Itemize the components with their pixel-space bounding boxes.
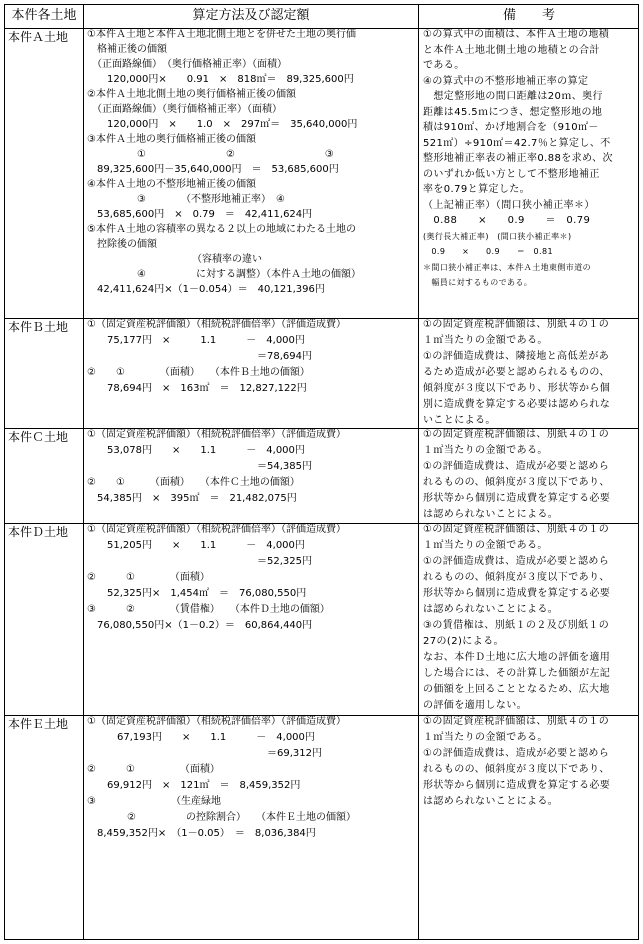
remark-line: 積は910㎡、かげ地割合を（910㎡－ xyxy=(423,122,599,133)
method-line: （容積率の違い xyxy=(87,254,262,265)
method-line: 120,000円× 0.91 × 818㎡＝ 89,325,600円 xyxy=(87,74,354,85)
remark-line: した場合には、その計算した価額が左記 xyxy=(423,668,611,679)
land-label: 本件Ｃ土地 xyxy=(8,430,69,444)
column-divider xyxy=(418,5,419,939)
remark-line: １㎡当たりの金額である。 xyxy=(423,445,548,456)
remark-line: 形状等から個別に造成費を算定する必要 xyxy=(423,493,611,504)
method-line: ④本件Ａ土地の不整形地補正後の価額 xyxy=(87,179,256,190)
land-label: 本件Ｂ土地 xyxy=(8,320,69,334)
remark-line: いことによる。 xyxy=(423,415,496,426)
remark-line: は認められないことによる。 xyxy=(423,509,559,520)
remark-line: ①の評価造成費は、隣接地と高低差があ xyxy=(423,351,610,362)
remark-line: のいずれか低い方として不整形地補正 xyxy=(423,168,600,180)
method-line: ① ② ③ xyxy=(87,149,334,160)
remark-line: １㎡当たりの金額である。 xyxy=(423,732,548,743)
remark-line: １㎡当たりの金額である。 xyxy=(423,335,548,346)
method-line: 51,205円 × 1.1 － 4,000円 xyxy=(87,540,305,551)
land-label: 本件Ｄ土地 xyxy=(8,525,69,539)
remark-line: 521㎡）÷910㎡＝42.7％と算定し、不 xyxy=(423,137,611,149)
remark-line: ①の固定資産税評価額は、別紙４の１の xyxy=(423,524,610,535)
land-label: 本件Ｅ土地 xyxy=(8,717,69,731)
remark-line: ＊間口狭小補正率は、本件Ａ土地東側市道の xyxy=(423,262,591,272)
method-line: 格補正後の価額 xyxy=(87,44,167,55)
method-line: ② ① （面積） （本件Ｂ土地の価額） xyxy=(87,367,310,378)
remark-line: は認められないことによる。 xyxy=(423,796,559,807)
remark-line: 距離は45.5ｍにつき、想定整形地の地 xyxy=(423,106,603,118)
method-line: 控除後の価額 xyxy=(87,239,157,250)
remark-line: ①の固定資産税評価額は、別紙４の１の xyxy=(423,319,610,330)
method-line: ② ① （面積） （本件Ｃ土地の価額） xyxy=(87,477,300,488)
remark-line: １㎡当たりの金額である。 xyxy=(423,540,548,551)
method-line: 75,177円 × 1.1 － 4,000円 xyxy=(87,335,305,346)
remark-line: れるものの、傾斜度が３度以下であり、 xyxy=(423,764,610,775)
method-line: ⑤本件Ａ土地の容積率の異なる２以上の地域にわたる土地の xyxy=(87,224,356,235)
remark-line: ①の評価造成費は、造成が必要と認めら xyxy=(423,748,610,759)
method-line: 8,459,352円× （1－0.05） ＝ 8,036,384円 xyxy=(87,828,316,839)
method-line: 89,325,600円－35,640,000円 ＝ 53,685,600円 xyxy=(87,164,339,175)
remark-line: ④の算式中の不整形地補正率の算定 xyxy=(423,75,589,87)
method-line: ＝78,694円 xyxy=(87,351,312,362)
method-line: 69,912円 × 121㎡ ＝ 8,459,352円 xyxy=(87,780,301,791)
remark-line: 27の(2)による。 xyxy=(423,636,504,647)
remark-line: ③の賃借権は、別紙１の２及び別紙１の xyxy=(423,620,610,631)
remark-line: である。 xyxy=(423,60,465,71)
method-line: 76,080,550円×（1－0.2）＝ 60,864,440円 xyxy=(87,620,313,631)
remark-line: と本件Ａ土地北側土地の地積との合計 xyxy=(423,44,600,56)
method-line: ② ① （面積） xyxy=(87,572,210,583)
remark-line: 形状等から個別に造成費を算定する必要 xyxy=(423,780,611,791)
method-line: ② ① （面積） xyxy=(87,764,220,775)
method-line: 53,078円 × 1.1 － 4,000円 xyxy=(87,445,305,456)
remark-line: 率を0.79と算定した。 xyxy=(423,184,531,195)
method-line: ①本件Ａ土地と本件Ａ土地北側土地とを併せた土地の奥行価 xyxy=(87,29,356,40)
method-line: ③本件Ａ土地の奥行価格補正後の価額 xyxy=(87,134,256,145)
method-line: 53,685,600円 × 0.79 ＝ 42,411,624円 xyxy=(87,209,313,220)
remark-line: ①の固定資産税評価額は、別紙４の１の xyxy=(423,429,610,440)
remark-line: 整形地補正率表の補正率0.88を求め、次 xyxy=(423,153,613,164)
remark-line: 0.9 × 0.9 ＝ 0.81 xyxy=(423,247,553,256)
method-line: （正面路線価） （奥行価格補正率）（面積） xyxy=(87,59,287,70)
method-line: ④ に対する調整）（本件Ａ土地の価額） xyxy=(87,269,361,280)
land-label: 本件Ａ土地 xyxy=(8,30,69,44)
method-line: 78,694円 × 163㎡ ＝ 12,827,122円 xyxy=(87,383,307,394)
remark-line: るため造成が必要と認められるものの、 xyxy=(423,367,610,378)
remark-line: の価額を上回ることとなるため、広大地 xyxy=(423,684,610,695)
header-land: 本件各土地 xyxy=(11,8,77,23)
remark-line: の評価を適用しない。 xyxy=(423,700,527,711)
remark-line: 形状等から個別に造成費を算定する必要 xyxy=(423,588,611,599)
method-line: ＝69,312円 xyxy=(87,748,322,759)
method-line: ＝54,385円 xyxy=(87,461,312,472)
method-line: ①（固定資産税評価額）（相続税評価倍率）（評価造成費） xyxy=(87,319,346,330)
remark-line: ①の算式中の面積は、本件Ａ土地の地積 xyxy=(423,29,610,40)
method-line: ② の控除割合） （本件Ｅ土地の価額） xyxy=(87,812,356,823)
method-line: 54,385円 × 395㎡ ＝ 21,482,075円 xyxy=(87,493,297,504)
remark-line: は認められないことによる。 xyxy=(423,604,559,615)
remark-line: ①の固定資産税評価額は、別紙４の１の xyxy=(423,716,610,727)
method-line: ①（固定資産税評価額）（相続税評価倍率）（評価造成費） xyxy=(87,524,346,535)
method-line: ②本件Ａ土地北側土地の奥行価格補正後の価額 xyxy=(87,89,296,100)
remark-line: れるものの、傾斜度が３度以下であり、 xyxy=(423,572,610,583)
method-line: 120,000円 × 1.0 × 297㎡＝ 35,640,000円 xyxy=(87,119,358,130)
remark-line: ①の評価造成費は、造成が必要と認めら xyxy=(423,461,610,472)
header-method: 算定方法及び認定額 xyxy=(192,8,310,23)
method-line: ③ （生産緑地 xyxy=(87,796,221,807)
remark-line: 別に造成費を算定する必要は認められな xyxy=(423,399,611,410)
remark-line: れるものの、傾斜度が３度以下であり、 xyxy=(423,477,610,488)
header-remarks: 備 考 xyxy=(502,8,555,23)
method-line: （正面路線価）（奥行価格補正率）（面積） xyxy=(87,104,282,115)
remark-line: 幅員に対するものである。 xyxy=(423,278,533,287)
remark-line: なお、本件Ｄ土地に広大地の評価を適用 xyxy=(423,652,611,663)
method-line: 67,193円 × 1.1 － 4,000円 xyxy=(87,732,315,743)
method-line: ①（固定資産税評価額）（相続税評価倍率）（評価造成費） xyxy=(87,429,346,440)
remark-line: 傾斜度が３度以下であり、形状等から個 xyxy=(423,383,611,394)
remark-line: ①の評価造成費は、造成が必要と認めら xyxy=(423,556,610,567)
method-line: ＝52,325円 xyxy=(87,556,312,567)
method-line: 52,325円× 1,454㎡ ＝ 76,080,550円 xyxy=(87,588,307,599)
method-line: 42,411,624円×（1－0.054）＝ 40,121,396円 xyxy=(87,284,325,295)
method-line: ③ （不整形地補正率） ④ xyxy=(87,194,285,205)
column-divider xyxy=(83,5,84,939)
remark-line: 想定整形地の間口距離は20ｍ、奥行 xyxy=(423,91,603,102)
remark-line: (奥行長大補正率) (間口狭小補正率＊) xyxy=(423,231,572,241)
remark-line: （上記補正率）（間口狭小補正率＊） xyxy=(423,199,595,211)
remark-line: 0.88 × 0.9 ＝ 0.79 xyxy=(423,215,591,226)
method-line: ①（固定資産税評価額）（相続税評価倍率）（評価造成費） xyxy=(87,716,346,727)
method-line: ③ ② （賃借権） （本件Ｄ土地の価額） xyxy=(87,604,330,615)
